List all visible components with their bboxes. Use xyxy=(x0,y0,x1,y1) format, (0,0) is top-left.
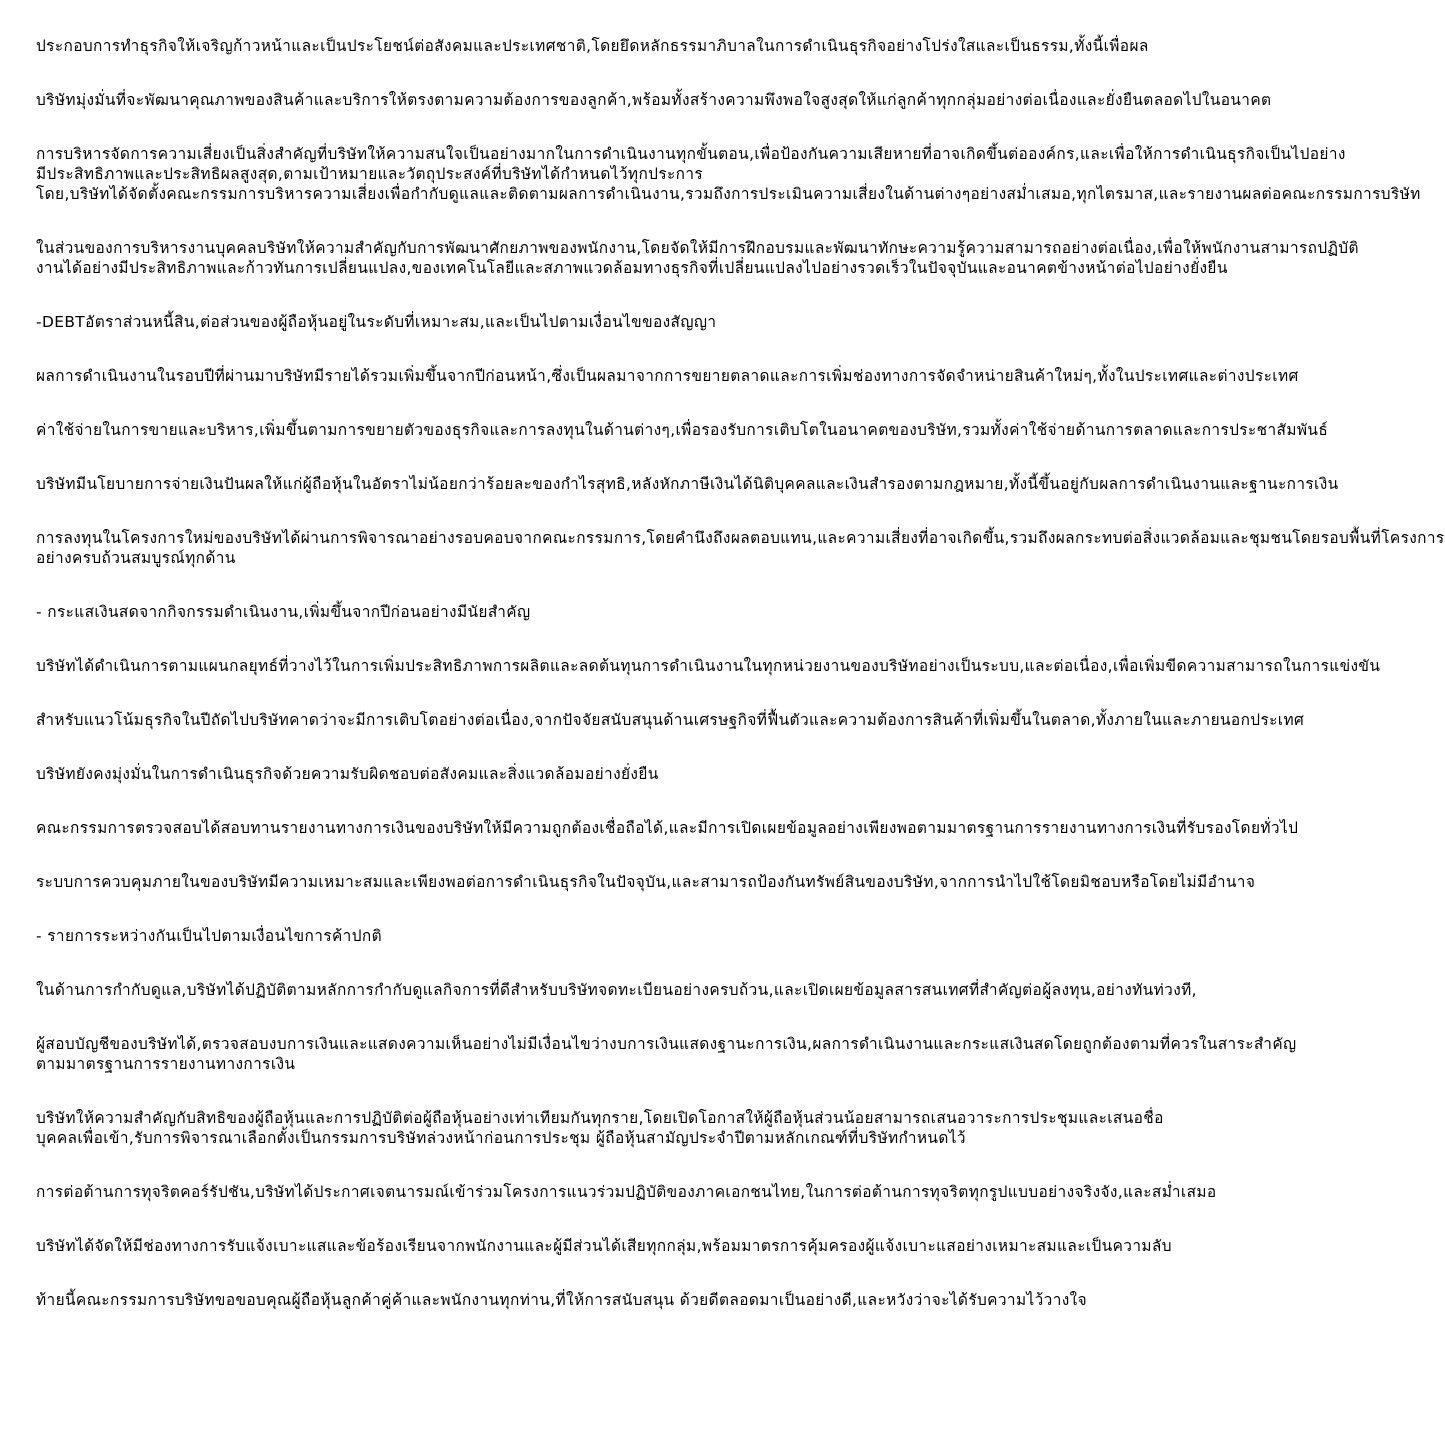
paragraph xyxy=(36,1236,1172,1256)
text-line: การบริหารจัดการความเสี่ยงเป็นสิ่งสำคัญที่บริษัทให้ความสนใจเป็นอย่างมากในการดำเนินงานทุกขั้นตอน,เพื่อป้องกันความเสียหายที่อาจเกิดขึ้นต่อองค์กร,และเพื่อให้การดำเนินธุรกิจเป็นไปอย่าง xyxy=(36,145,1346,163)
paragraph xyxy=(36,1034,1297,1074)
paragraph xyxy=(36,710,1305,730)
text-line: บริษัทให้ความสำคัญกับสิทธิของผู้ถือหุ้นและการปฏิบัติต่อผู้ถือหุ้นอย่างเท่าเทียมกันทุกราย,โดยเปิดโอกาสให้ผู้ถือหุ้นส่วนน้อยสามารถเสนอวาระการประชุมและเสนอชื่อ xyxy=(36,1109,1164,1127)
paragraph xyxy=(36,872,1256,892)
text-line: คณะกรรมการตรวจสอบได้สอบทานรายงานทางการเงินของบริษัทให้มีความถูกต้องเชื่อถือได้,และมีการเปิดเผยข้อมูลอย่างเพียงพอตามมาตรฐานการรายงานทางการเงินที่รับรองโดยทั่วไป xyxy=(36,819,1299,837)
paragraph xyxy=(36,980,1197,1000)
paragraph xyxy=(36,474,1339,494)
paragraph xyxy=(36,656,1381,676)
text-line: อย่างครบถ้วนสมบูรณ์ทุกด้าน xyxy=(36,549,236,567)
text-line: บริษัทมีนโยบายการจ่ายเงินปันผลให้แก่ผู้ถือหุ้นในอัตราไม่น้อยกว่าร้อยละของกำไรสุทธิ,หลังหักภาษีเงินได้นิติบุคคลและเงินสำรองตามกฎหมาย,ทั้งนี้ขึ้นอยู่กับผลการดำเนินงานและฐานะการเงิน xyxy=(36,475,1339,493)
text-line: บริษัทได้จัดให้มีช่องทางการรับแจ้งเบาะแสและข้อร้องเรียนจากพนักงานและผู้มีส่วนได้เสียทุกกลุ่ม,พร้อมมาตรการคุ้มครองผู้แจ้งเบาะแสอย่างเหมาะสมและเป็นความลับ xyxy=(36,1237,1172,1255)
paragraph xyxy=(36,926,990,946)
text-line: บุคคลเพื่อเข้า,รับการพิจารณาเลือกตั้งเป็นกรรมการบริษัทล่วงหน้าก่อนการประชุม ผู้ถือหุ้นสามัญประจำปีตามหลักเกณฑ์ที่บริษัทกำหนดไว้ xyxy=(36,1129,966,1147)
paragraph xyxy=(36,238,1359,278)
paragraph xyxy=(36,764,990,784)
text-line: ประกอบการทำธุรกิจให้เจริญก้าวหน้าและเป็นประโยชน์ต่อสังคมและประเทศชาติ,โดยยึดหลักธรรมาภิบาลในการดำเนินธุรกิจอย่างโปร่งใสและเป็นธรรม,ทั้งนี้เพื่อผล xyxy=(36,37,1149,55)
text-line: ท้ายนี้คณะกรรมการบริษัทขอขอบคุณผู้ถือหุ้นลูกค้าคู่ค้าและพนักงานทุกท่าน,ที่ให้การสนับสนุน ด้วยดีตลอดมาเป็นอย่างดี,และหวังว่าจะได้รับความไว้วางใจ xyxy=(36,1291,1088,1309)
text-line: ผลการดำเนินงานในรอบปีที่ผ่านมาบริษัทมีรายได้รวมเพิ่มขึ้นจากปีก่อนหน้า,ซึ่งเป็นผลมาจากการขยายตลาดและการเพิ่มช่องทางการจัดจำหน่ายสินค้าใหม่ๆ,ทั้งในประเทศและต่างประเทศ xyxy=(36,367,1299,385)
paragraph xyxy=(36,312,990,332)
text-line: -DEBTอัตราส่วนหนี้สิน,ต่อส่วนของผู้ถือหุ้นอยู่ในระดับที่เหมาะสม,และเป็นไปตามเงื่อนไขของสัญญา xyxy=(36,313,717,331)
text-line: ในส่วนของการบริหารงานบุคคลบริษัทให้ความสำคัญกับการพัฒนาศักยภาพของพนักงาน,โดยจัดให้มีการฝึกอบรมและพัฒนาทักษะความรู้ความสามารถอย่างต่อเนื่อง,เพื่อให้พนักงานสามารถปฏิบัติ xyxy=(36,239,1359,257)
paragraph xyxy=(36,528,1445,568)
text-line: การลงทุนในโครงการใหม่ของบริษัทได้ผ่านการพิจารณาอย่างรอบคอบจากคณะกรรมการ,โดยคำนึงถึงผลตอบแทน,และความเสี่ยงที่อาจเกิดขึ้น,รวมถึงผลกระทบต่อสิ่งแวดล้อมและชุมชนโดยรอบพื้นที่โครงการ xyxy=(36,529,1445,547)
text-line: มีประสิทธิภาพและประสิทธิผลสูงสุด,ตามเป้าหมายและวัตถุประสงค์ที่บริษัทได้กำหนดไว้ทุกประการ xyxy=(36,165,704,183)
paragraph xyxy=(36,1108,1164,1148)
text-line: - กระแสเงินสดจากกิจกรรมดำเนินงาน,เพิ่มขึ้นจากปีก่อนอย่างมีนัยสำคัญ xyxy=(36,603,531,621)
text-line: ระบบการควบคุมภายในของบริษัทมีความเหมาะสมและเพียงพอต่อการดำเนินธุรกิจในปัจจุบัน,และสามารถป้องกันทรัพย์สินของบริษัท,จากการนำไปใช้โดยมิชอบหรือโดยไม่มีอำนาจ xyxy=(36,873,1256,891)
text-line: ผู้สอบบัญชีของบริษัทได้,ตรวจสอบงบการเงินและแสดงความเห็นอย่างไม่มีเงื่อนไขว่างบการเงินแสดงฐานะการเงิน,ผลการดำเนินงานและกระแสเงินสดโดยถูกต้องตามที่ควรในสาระสำคัญ xyxy=(36,1035,1297,1053)
text-line: สำหรับแนวโน้มธุรกิจในปีถัดไปบริษัทคาดว่าจะมีการเติบโตอย่างต่อเนื่อง,จากปัจจัยสนับสนุนด้านเศรษฐกิจที่ฟื้นตัวและความต้องการสินค้าที่เพิ่มขึ้นในตลาด,ทั้งภายในและภายนอกประเทศ xyxy=(36,711,1305,729)
text-line: บริษัทยังคงมุ่งมั่นในการดำเนินธุรกิจด้วยความรับผิดชอบต่อสังคมและสิ่งแวดล้อมอย่างยั่งยืน xyxy=(36,765,659,783)
paragraph xyxy=(36,144,1421,204)
text-line: โดย,บริษัทได้จัดตั้งคณะกรรมการบริหารความเสี่ยงเพื่อกำกับดูแลและติดตามผลการดำเนินงาน,รวมถึงการประเมินความเสี่ยงในด้านต่างๆอย่างสม่ำเสมอ,ทุกไตรมาส,และรายงานผลต่อคณะกรรมการบริษัท xyxy=(36,185,1421,203)
paragraph xyxy=(36,1290,1088,1310)
paragraph xyxy=(36,420,1329,440)
paragraph xyxy=(36,1182,1217,1202)
document-body xyxy=(36,36,1445,1344)
paragraph xyxy=(36,602,990,622)
text-line: บริษัทได้ดำเนินการตามแผนกลยุทธ์ที่วางไว้ในการเพิ่มประสิทธิภาพการผลิตและลดต้นทุนการดำเนินงานในทุกหน่วยงานของบริษัทอย่างเป็นระบบ,และต่อเนื่อง,เพื่อเพิ่มขีดความสามารถในการแข่งขัน xyxy=(36,657,1381,675)
paragraph xyxy=(36,818,1299,838)
paragraph xyxy=(36,90,1272,110)
text-line: - รายการระหว่างกันเป็นไปตามเงื่อนไขการค้าปกติ xyxy=(36,927,383,945)
text-line: ค่าใช้จ่ายในการขายและบริหาร,เพิ่มขึ้นตามการขยายตัวของธุรกิจและการลงทุนในด้านต่างๆ,เพื่อรองรับการเติบโตในอนาคตของบริษัท,รวมทั้งค่าใช้จ่ายด้านการตลาดและการประชาสัมพันธ์ xyxy=(36,421,1329,439)
text-line: ในด้านการกำกับดูแล,บริษัทได้ปฏิบัติตามหลักการกำกับดูแลกิจการที่ดีสำหรับบริษัทจดทะเบียนอย่างครบถ้วน,และเปิดเผยข้อมูลสารสนเทศที่สำคัญต่อผู้ลงทุน,อย่างทันท่วงที, xyxy=(36,981,1197,999)
paragraph xyxy=(36,36,1149,56)
text-line: บริษัทมุ่งมั่นที่จะพัฒนาคุณภาพของสินค้าและบริการให้ตรงตามความต้องการของลูกค้า,พร้อมทั้งสร้างความพึงพอใจสูงสุดให้แก่ลูกค้าทุกกลุ่มอย่างต่อเนื่องและยั่งยืนตลอดไปในอนาคต xyxy=(36,91,1272,109)
paragraph xyxy=(36,366,1299,386)
text-line: ตามมาตรฐานการรายงานทางการเงิน xyxy=(36,1055,296,1073)
text-line: งานได้อย่างมีประสิทธิภาพและก้าวทันการเปลี่ยนแปลง,ของเทคโนโลยีและสภาพแวดล้อมทางธุรกิจที่เปลี่ยนแปลงไปอย่างรวดเร็วในปัจจุบันและอนาคตข้างหน้าต่อไปอย่างยั่งยืน xyxy=(36,259,1228,277)
text-line: การต่อต้านการทุจริตคอร์รัปชัน,บริษัทได้ประกาศเจตนารมณ์เข้าร่วมโครงการแนวร่วมปฏิบัติของภาคเอกชนไทย,ในการต่อต้านการทุจริตทุกรูปแบบอย่างจริงจัง,และสม่ำเสมอ xyxy=(36,1183,1217,1201)
